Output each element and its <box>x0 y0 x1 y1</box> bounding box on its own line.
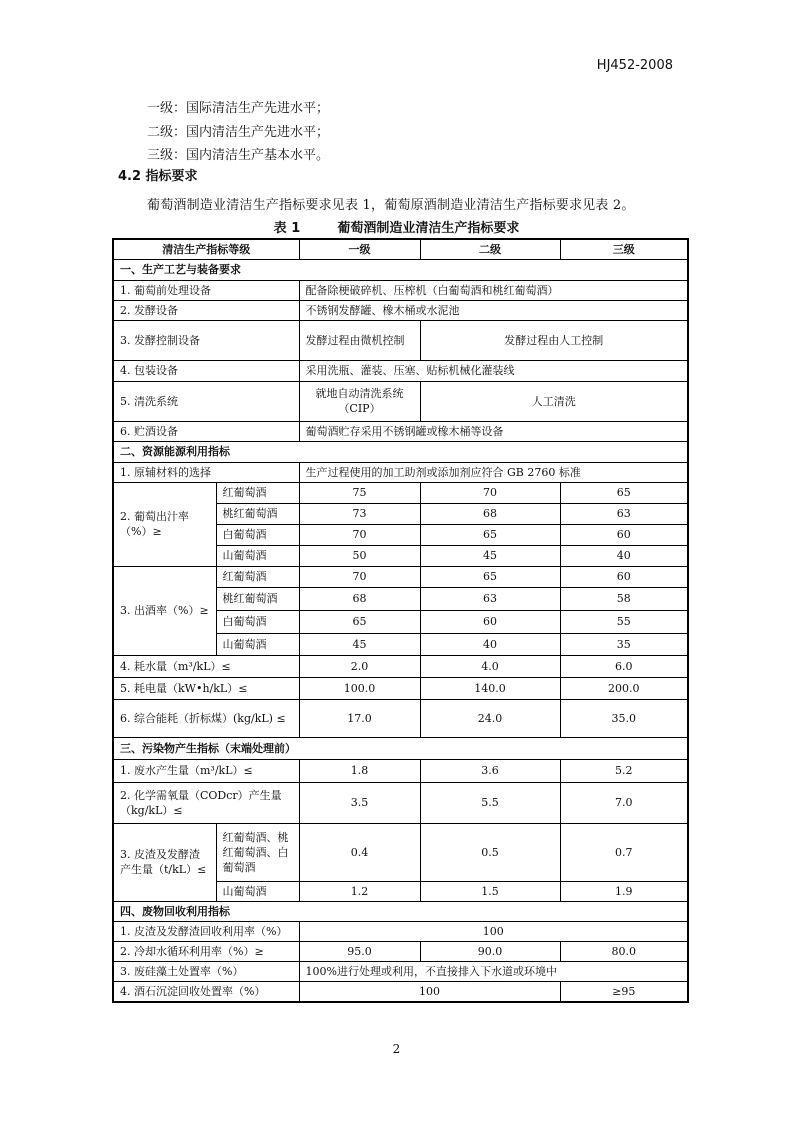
table-cell: 1.9 <box>560 881 688 901</box>
table-cell: 人工清洗 <box>420 381 688 421</box>
indicator-label: 1. 葡萄前处理设备 <box>113 280 299 300</box>
table-row <box>113 921 688 941</box>
indicator-label: 3. 发酵控制设备 <box>113 320 299 360</box>
table-cell: 68 <box>299 587 420 610</box>
table-cell: 就地自动清洗系统（CIP） <box>299 381 420 421</box>
table-row <box>113 421 688 441</box>
level-3-text: 三级：国内清洁生产基本水平。 <box>147 148 330 163</box>
table-cell: 3.6 <box>420 759 560 782</box>
wine-type-cell: 白葡萄酒 <box>216 524 299 545</box>
table-row <box>113 300 688 320</box>
level-1-text: 一级：国际清洁生产先进水平； <box>147 101 330 116</box>
table-cell: 100%进行处理或利用，不直接排入下水道或环境中 <box>299 961 688 981</box>
indicator-label: 4. 耗水量（m³/kL）≤ <box>113 655 299 677</box>
indicator-label: 3. 废硅藻土处置率（%） <box>113 961 299 981</box>
table-cell: 140.0 <box>420 677 560 699</box>
table-cell: 0.4 <box>299 823 420 881</box>
section-row <box>113 901 688 921</box>
table-cell: 6.0 <box>560 655 688 677</box>
table-row <box>113 360 688 381</box>
wine-type-cell: 红葡萄酒、桃红葡萄酒、白葡萄酒 <box>216 823 299 881</box>
table-cell: 200.0 <box>560 677 688 699</box>
table-cell: 100 <box>299 921 688 941</box>
section-row <box>113 441 688 462</box>
indicator-label: 6. 综合能耗（折标煤）(kg/kL) ≤ <box>113 699 299 737</box>
table-row <box>113 961 688 981</box>
table-cell: 17.0 <box>299 699 420 737</box>
table-cell: 40 <box>560 545 688 566</box>
table-cell: 65 <box>299 610 420 633</box>
table-cell: 65 <box>420 524 560 545</box>
table-cell: 73 <box>299 503 420 524</box>
table-cell: 2.0 <box>299 655 420 677</box>
section-heading: 4.2 指标要求 <box>118 169 198 184</box>
indicator-label: 1. 原辅材料的选择 <box>113 462 299 482</box>
wine-type-cell: 山葡萄酒 <box>216 545 299 566</box>
table-cell: 60 <box>560 566 688 587</box>
table-row <box>113 941 688 961</box>
table-cell: 5.2 <box>560 759 688 782</box>
table-row <box>113 280 688 300</box>
table-cell: 配备除梗破碎机、压榨机（白葡萄酒和桃红葡萄酒） <box>299 280 688 300</box>
table-cell: 65 <box>560 482 688 503</box>
table-row <box>113 823 688 881</box>
table-cell: 70 <box>299 566 420 587</box>
table-cell: 63 <box>560 503 688 524</box>
table-cell: 1.8 <box>299 759 420 782</box>
wine-type-cell: 红葡萄酒 <box>216 482 299 503</box>
header-cell: 一级 <box>299 239 420 259</box>
indicator-label: 4. 酒石沉淀回收处置率（%） <box>113 981 299 1002</box>
table-cell: 70 <box>420 482 560 503</box>
table-cell: 0.7 <box>560 823 688 881</box>
table-cell: 45 <box>299 633 420 655</box>
table-cell: 采用洗瓶、灌装、压塞、贴标机械化灌装线 <box>299 360 688 381</box>
table-cell: 7.0 <box>560 782 688 823</box>
indicator-label: 5. 耗电量（kW•h/kL）≤ <box>113 677 299 699</box>
table-cell: 24.0 <box>420 699 560 737</box>
table-cell: 58 <box>560 587 688 610</box>
table-cell: 65 <box>420 566 560 587</box>
table-cell: 80.0 <box>560 941 688 961</box>
table-cell: 100.0 <box>299 677 420 699</box>
indicator-label: 1. 废水产生量（m³/kL）≤ <box>113 759 299 782</box>
intro-paragraph: 葡萄酒制造业清洁生产指标要求见表 1，葡萄原酒制造业清洁生产指标要求见表 2。 <box>147 198 635 213</box>
level-2-text: 二级：国内清洁生产先进水平； <box>147 125 330 140</box>
indicator-label: 5. 清洗系统 <box>113 381 299 421</box>
section-row <box>113 737 688 759</box>
section-row <box>113 259 688 280</box>
table-number: 表 1 <box>273 221 301 236</box>
section-title: 一、生产工艺与装备要求 <box>113 259 688 280</box>
header-cell: 三级 <box>560 239 688 259</box>
indicator-table <box>112 238 689 1003</box>
table-cell: 75 <box>299 482 420 503</box>
indicator-label: 4. 包装设备 <box>113 360 299 381</box>
wine-type-cell: 山葡萄酒 <box>216 881 299 901</box>
table-cell: 35.0 <box>560 699 688 737</box>
table-cell: 45 <box>420 545 560 566</box>
table-cell: 68 <box>420 503 560 524</box>
table-cell: 生产过程使用的加工助剂或添加剂应符合 GB 2760 标准 <box>299 462 688 482</box>
table-cell: ≥95 <box>560 981 688 1002</box>
wine-type-cell: 红葡萄酒 <box>216 566 299 587</box>
table-cell: 不锈钢发酵罐、橡木桶或水泥池 <box>299 300 688 320</box>
section-title: 二、资源能源利用指标 <box>113 441 688 462</box>
table-row <box>113 981 688 1002</box>
table-cell: 1.2 <box>299 881 420 901</box>
wine-type-cell: 桃红葡萄酒 <box>216 587 299 610</box>
table-cell: 0.5 <box>420 823 560 881</box>
table-cell: 5.5 <box>420 782 560 823</box>
table-cell: 95.0 <box>299 941 420 961</box>
table-cell: 60 <box>420 610 560 633</box>
table-row <box>113 699 688 737</box>
table-cell: 35 <box>560 633 688 655</box>
header-cell: 二级 <box>420 239 560 259</box>
indicator-label: 3. 皮渣及发酵渣产生量（t/kL）≤ <box>113 823 216 901</box>
table-row <box>113 782 688 823</box>
table-cell: 葡萄酒贮存采用不锈钢罐或橡木桶等设备 <box>299 421 688 441</box>
table-row <box>113 677 688 699</box>
table-row <box>113 462 688 482</box>
document-code: HJ452-2008 <box>596 58 673 73</box>
indicator-label: 1. 皮渣及发酵渣回收利用率（%） <box>113 921 299 941</box>
indicator-label: 3. 出酒率（%）≥ <box>113 566 216 655</box>
table-cell: 4.0 <box>420 655 560 677</box>
table-cell: 发酵过程由微机控制 <box>299 320 420 360</box>
indicator-label: 6. 贮酒设备 <box>113 421 299 441</box>
table-cell: 60 <box>560 524 688 545</box>
page-number: 2 <box>392 1042 401 1056</box>
table-title <box>0 217 793 236</box>
table-cell: 1.5 <box>420 881 560 901</box>
table-cell: 3.5 <box>299 782 420 823</box>
table-cell: 55 <box>560 610 688 633</box>
indicator-label: 2. 化学需氧量（CODcr）产生量（kg/kL）≤ <box>113 782 299 823</box>
table-row <box>113 566 688 587</box>
table-cell: 70 <box>299 524 420 545</box>
table-cell: 100 <box>299 981 560 1002</box>
wine-type-cell: 山葡萄酒 <box>216 633 299 655</box>
table-cell: 40 <box>420 633 560 655</box>
indicator-label: 2. 冷却水循环利用率（%）≥ <box>113 941 299 961</box>
wine-type-cell: 白葡萄酒 <box>216 610 299 633</box>
wine-type-cell: 桃红葡萄酒 <box>216 503 299 524</box>
table-cell: 90.0 <box>420 941 560 961</box>
table-row <box>113 759 688 782</box>
section-title: 四、废物回收利用指标 <box>113 901 688 921</box>
table-cell: 50 <box>299 545 420 566</box>
table-cell: 发酵过程由人工控制 <box>420 320 688 360</box>
table-cell: 63 <box>420 587 560 610</box>
indicator-label: 2. 发酵设备 <box>113 300 299 320</box>
indicator-label: 2. 葡萄出汁率（%）≥ <box>113 482 216 566</box>
table-header-row <box>113 239 688 259</box>
section-title: 三、污染物产生指标（末端处理前） <box>113 737 688 759</box>
header-cell: 清洁生产指标等级 <box>113 239 299 259</box>
table-caption: 葡萄酒制造业清洁生产指标要求 <box>337 221 520 236</box>
table-row <box>113 320 688 360</box>
table-row <box>113 482 688 503</box>
table-row <box>113 655 688 677</box>
table-row <box>113 381 688 421</box>
